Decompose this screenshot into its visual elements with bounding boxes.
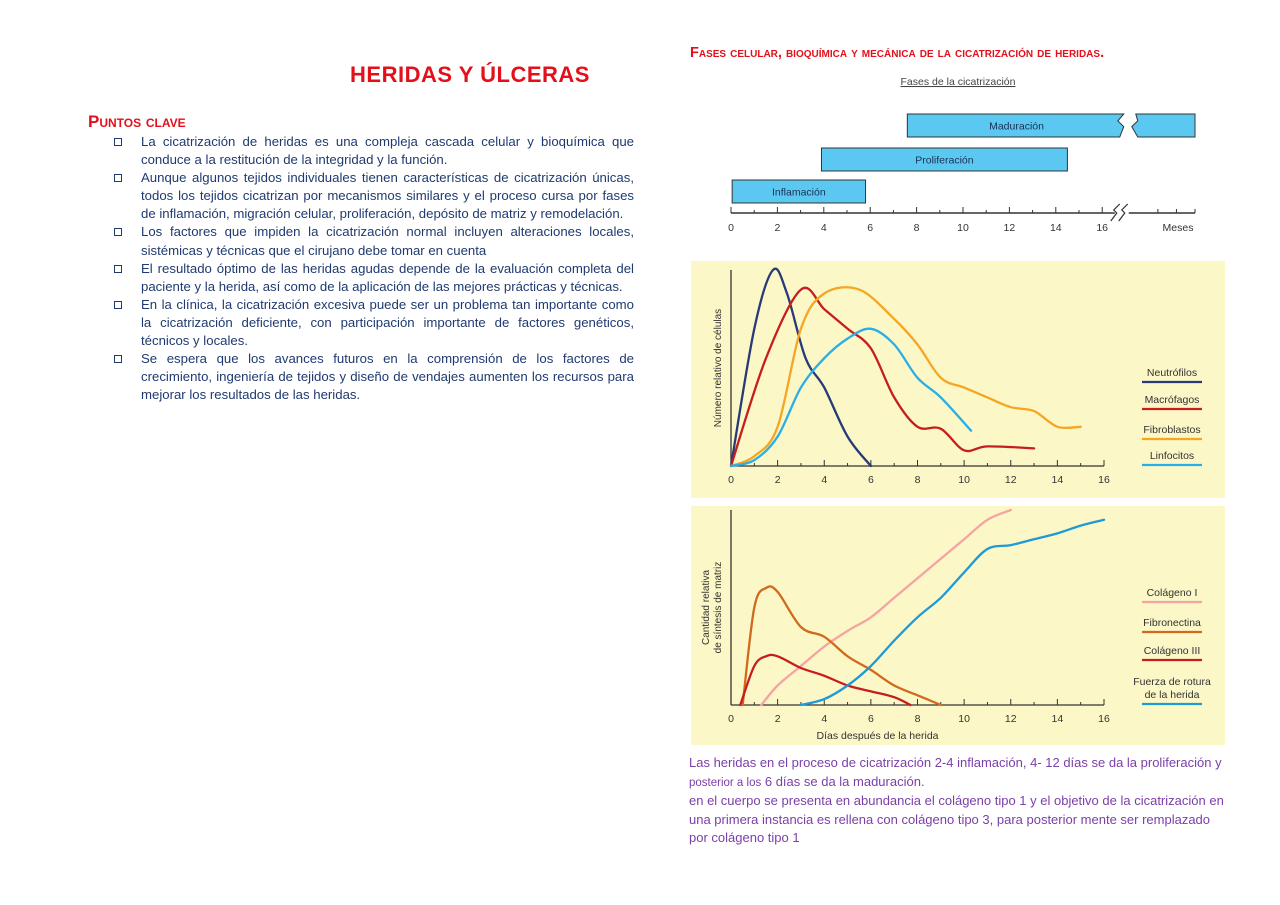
- y-axis-label: Número relativo de células: [713, 308, 724, 428]
- key-points-heading: Puntos clave: [88, 112, 186, 131]
- x-tick-label: 4: [821, 713, 828, 725]
- phases-axis-label: Meses: [1162, 222, 1194, 234]
- legend-label: Fibronectina: [1143, 617, 1201, 629]
- y-axis-label: de síntesis de matriz: [713, 561, 724, 654]
- legend-label: Colágeno I: [1146, 587, 1198, 599]
- x-tick-label: 0: [728, 713, 734, 725]
- phases-tick-label: 6: [867, 222, 874, 234]
- phases-chart: [728, 76, 1195, 234]
- phases-tick-label: 14: [1049, 222, 1062, 234]
- x-tick-label: 2: [774, 713, 781, 725]
- phases-tick-label: 0: [728, 222, 734, 234]
- figure-caption: [689, 754, 1229, 848]
- caption-paragraph-2: en el cuerpo se presenta en abundancia el colágeno tipo 1 y el objetivo de la cicatrización en una primera instancia es rellena con colágeno tipo 3, para posterior mente ser remplazado por colágeno tipo 1: [689, 793, 1224, 845]
- caption-paragraph-1: [689, 754, 1229, 792]
- legend-label: Neutrófilos: [1146, 367, 1198, 379]
- legend-label: Linfocitos: [1149, 450, 1195, 462]
- x-tick-label: 6: [867, 474, 874, 486]
- x-tick-label: 12: [1004, 713, 1017, 725]
- x-tick-label: 2: [774, 474, 781, 486]
- page-title: HERIDAS Y ÚLCERAS: [350, 62, 590, 87]
- x-tick-label: 16: [1098, 713, 1110, 725]
- caption-text: Las heridas en el proceso de cicatrización 2-4 inflamación, 4- 12 días se da la proliferación y: [689, 755, 1222, 770]
- phase-bar-label: Inflamación: [772, 186, 826, 199]
- legend-label: Fuerza de rotura: [1133, 676, 1211, 688]
- phases-tick-label: 16: [1096, 222, 1109, 234]
- x-tick-label: 10: [958, 474, 970, 486]
- phase-bar: [1132, 114, 1195, 137]
- legend-label: de la herida: [1144, 689, 1200, 701]
- key-point-text: Se espera que los avances futuros en la comprensión de los factores de crecimiento, ingeniería de tejidos y diseño de vendajes aumenten los recursos para mejorar los resultados de las heridas.: [141, 351, 634, 403]
- phases-tick-label: 8: [913, 222, 920, 234]
- x-tick-label: 12: [1004, 474, 1017, 486]
- key-point-text: Los factores que impiden la cicatrización normal incluyen alteraciones locales, sistémicas y técnicas que el cirujano debe tomar en cuenta: [141, 224, 634, 258]
- x-tick-label: 8: [914, 474, 921, 486]
- x-tick-label: 16: [1098, 474, 1110, 486]
- phase-bar-label: Proliferación: [915, 154, 974, 167]
- line-chart-3: [691, 506, 1225, 745]
- phases-tick-label: 12: [1003, 222, 1016, 234]
- phases-tick-label: 10: [957, 222, 969, 234]
- figure-title: Fases celular, bioquímica y mecánica de la cicatrización de heridas.: [690, 45, 1105, 61]
- y-axis-label: Cantidad relativa: [701, 569, 712, 646]
- x-tick-label: 4: [821, 474, 828, 486]
- key-point-text: La cicatrización de heridas es una compleja cascada celular y bioquímica que conduce a la restitución de la integridad y la función.: [141, 134, 634, 168]
- x-axis-label: Días después de la herida: [816, 730, 939, 742]
- phase-bar-label: Maduración: [989, 120, 1044, 133]
- x-tick-label: 6: [867, 713, 874, 725]
- caption-text: 6 días se da la maduración.: [761, 773, 925, 789]
- x-tick-label: 14: [1051, 713, 1064, 725]
- key-point-text: En la clínica, la cicatrización excesiva puede ser un problema tan importante como la cicatrización deficiente, con participación importante de factores genéticos, técnicos y locales.: [141, 296, 634, 349]
- caption-text: posterior a los: [689, 776, 762, 789]
- x-tick-label: 0: [728, 474, 734, 486]
- legend-label: Colágeno III: [1143, 645, 1201, 657]
- x-tick-label: 8: [914, 713, 921, 725]
- legend-label: Fibroblastos: [1143, 424, 1201, 436]
- phases-chart-title: Fases de la cicatrización: [900, 76, 1016, 88]
- line-chart-2: [691, 261, 1225, 498]
- x-tick-label: 14: [1051, 474, 1064, 486]
- key-point-text: El resultado óptimo de las heridas agudas depende de la evaluación completa del paciente y la herida, así como de la aplicación de las mejores prácticas y técnicas.: [141, 260, 634, 294]
- chart-background: [691, 261, 1225, 498]
- phases-tick-label: 2: [774, 222, 781, 234]
- key-point-text: Aunque algunos tejidos individuales tienen características de cicatrización únicas, todos los tejidos cicatrizan por mecanismos similares y el proceso cursa por fases de inflamación, migración celular, proliferación, depósito de matriz y remodelación.: [141, 170, 634, 222]
- x-tick-label: 10: [958, 713, 970, 725]
- phases-tick-label: 4: [820, 222, 827, 234]
- legend-label: Macrófagos: [1144, 394, 1200, 406]
